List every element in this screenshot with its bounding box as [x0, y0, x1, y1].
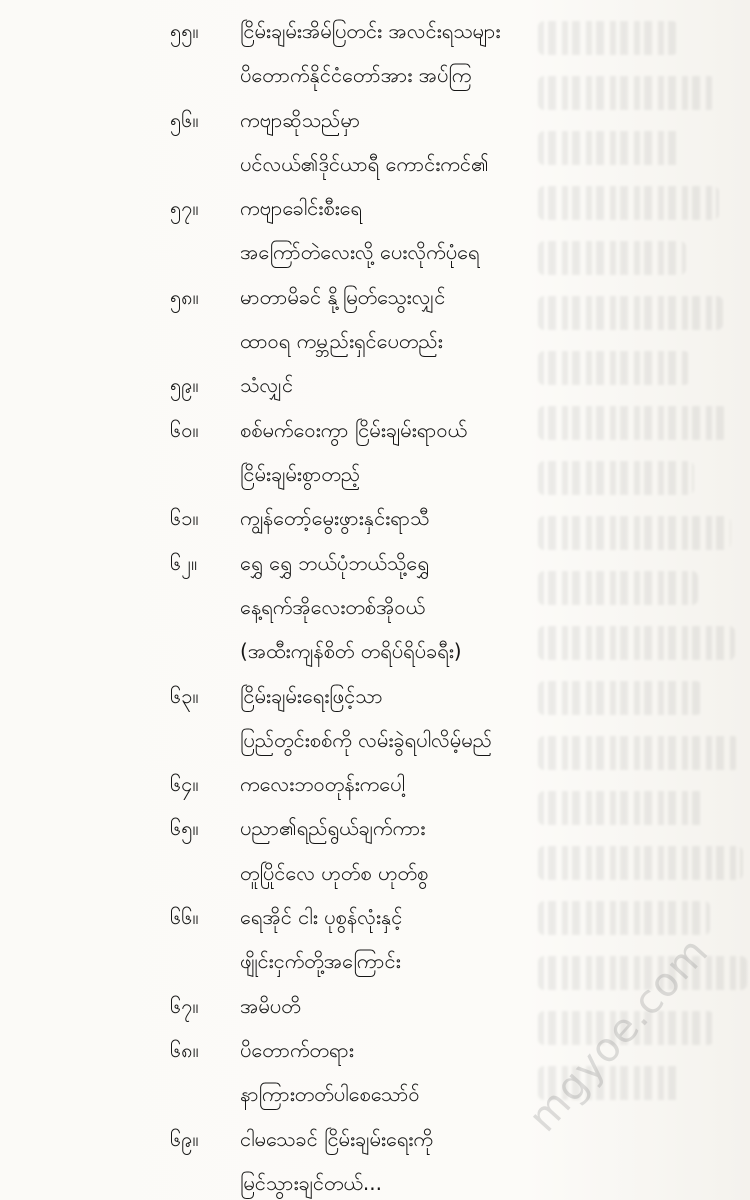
entry-number: ၆၆။ — [170, 905, 199, 929]
toc-entry — [170, 499, 590, 543]
watermark: mgyoe.com — [520, 928, 718, 1141]
entry-number: ၆၇။ — [170, 993, 199, 1018]
entry-title-line: မြင်သွားချင်တယ်... — [240, 1170, 382, 1195]
entry-title-line: ရေအိုင် ငါး ပုစွန်လုံးနှင့် — [240, 905, 403, 929]
toc-entry — [170, 1120, 590, 1200]
entry-title-line: ငြိမ်းချမ်းရေးဖြင့်သာ — [240, 683, 383, 708]
entry-number: ၅၉။ — [170, 373, 199, 398]
entry-title-line: ငြိမ်းချမ်းစွာတည့် — [240, 461, 361, 486]
entry-title-line: ငါမသေခင် ငြိမ်းချမ်းရေးကို — [240, 1126, 433, 1151]
entry-number: ၆၀။ — [170, 417, 199, 442]
entry-title-line: နေ့ရက်အိုလေးတစ်အိုဝယ် — [240, 594, 426, 619]
entry-number: ၆၂။ — [170, 550, 198, 575]
entry-number: ၆၅။ — [170, 816, 199, 841]
entry-title-line: ကျွန်တော့်မွေးဖွားနှင်းရာသီ — [240, 506, 430, 531]
entry-title-line: ပြည်တွင်းစစ်ကို လမ်းခွဲရပါလိမ့်မည် — [240, 727, 492, 752]
entry-title-line: အမိပတိ — [240, 993, 301, 1018]
toc-entry — [170, 765, 590, 809]
toc-entry — [170, 544, 590, 677]
entry-title-line: ပိတောက်နိုင်ငံတော်အား အပ်ကြ — [240, 63, 472, 88]
entry-title-line: ဖျိုင်းငှက်တို့အကြောင်း — [240, 949, 401, 974]
entry-number: ၆၉။ — [170, 1126, 199, 1151]
entry-number: ၅၆။ — [170, 107, 199, 132]
entry-title-line: ထာဝရ ကမ္ဘည်းရှင်ပေတည်း — [240, 329, 443, 354]
entry-title-line: တူပြိုင်လေ ဟုတ်စ ဟုတ်စွ — [240, 860, 429, 885]
entry-number: ၆၈။ — [170, 1037, 199, 1062]
toc-entry — [170, 278, 590, 367]
entry-title-line: (အထီးကျန်စိတ် တရိပ်ရိပ်ခရီး) — [240, 639, 462, 664]
toc-entry — [170, 987, 590, 1031]
toc-entry — [170, 101, 590, 190]
entry-number: ၆၄။ — [170, 772, 199, 797]
entry-number: ၆၃။ — [170, 683, 199, 708]
toc-entry — [170, 898, 590, 987]
toc-entry — [170, 189, 590, 278]
entry-title-line: ပင်လယ်၏ဒိုင်ယာရီ ကောင်းကင်၏ — [240, 151, 489, 176]
entry-title-line: ကဗျာခေါင်းစီးရေ — [240, 196, 363, 221]
entry-number: ၅၈။ — [170, 284, 199, 309]
entry-title-line: ကလေးဘဝတုန်းကပေါ့ — [240, 772, 405, 797]
entry-number: ၆၁။ — [170, 506, 199, 531]
entry-title-line: ပိတောက်တရား — [240, 1037, 354, 1062]
entry-number: ၅၇။ — [170, 196, 199, 221]
entry-title-line: ငြိမ်းချမ်းအိမ်ပြတင်း အလင်းရသများ — [240, 19, 501, 43]
toc-entry — [170, 809, 590, 898]
toc-entry — [170, 411, 590, 500]
entry-title-line: ရွှေ ရွှေ ဘယ်ပုံဘယ်သို့ရွှေ — [240, 550, 430, 575]
entry-title-line: ကဗျာဆိုသည်မှာ — [240, 107, 361, 132]
toc-entry — [170, 12, 590, 101]
entry-number: ၅၅။ — [170, 19, 199, 43]
entry-title-line: အကြော်တဲလေးလို့ ပေးလိုက်ပုံရေ — [240, 240, 480, 265]
toc-entry — [170, 677, 590, 766]
entry-title-line: သံလျှင် — [240, 373, 294, 398]
toc-entry — [170, 366, 590, 410]
entry-title-line: ပညာ၏ရည်ရွယ်ချက်ကား — [240, 816, 426, 841]
entry-title-line: စစ်မက်ဝေးကွာ ငြိမ်းချမ်းရာဝယ် — [240, 417, 468, 442]
entry-title-line: မာတာမိခင် နို့မြတ်သွေးလျှင် — [240, 284, 446, 309]
entry-title-line: နာကြားတတ်ပါစေသော်ဝ် — [240, 1082, 420, 1107]
